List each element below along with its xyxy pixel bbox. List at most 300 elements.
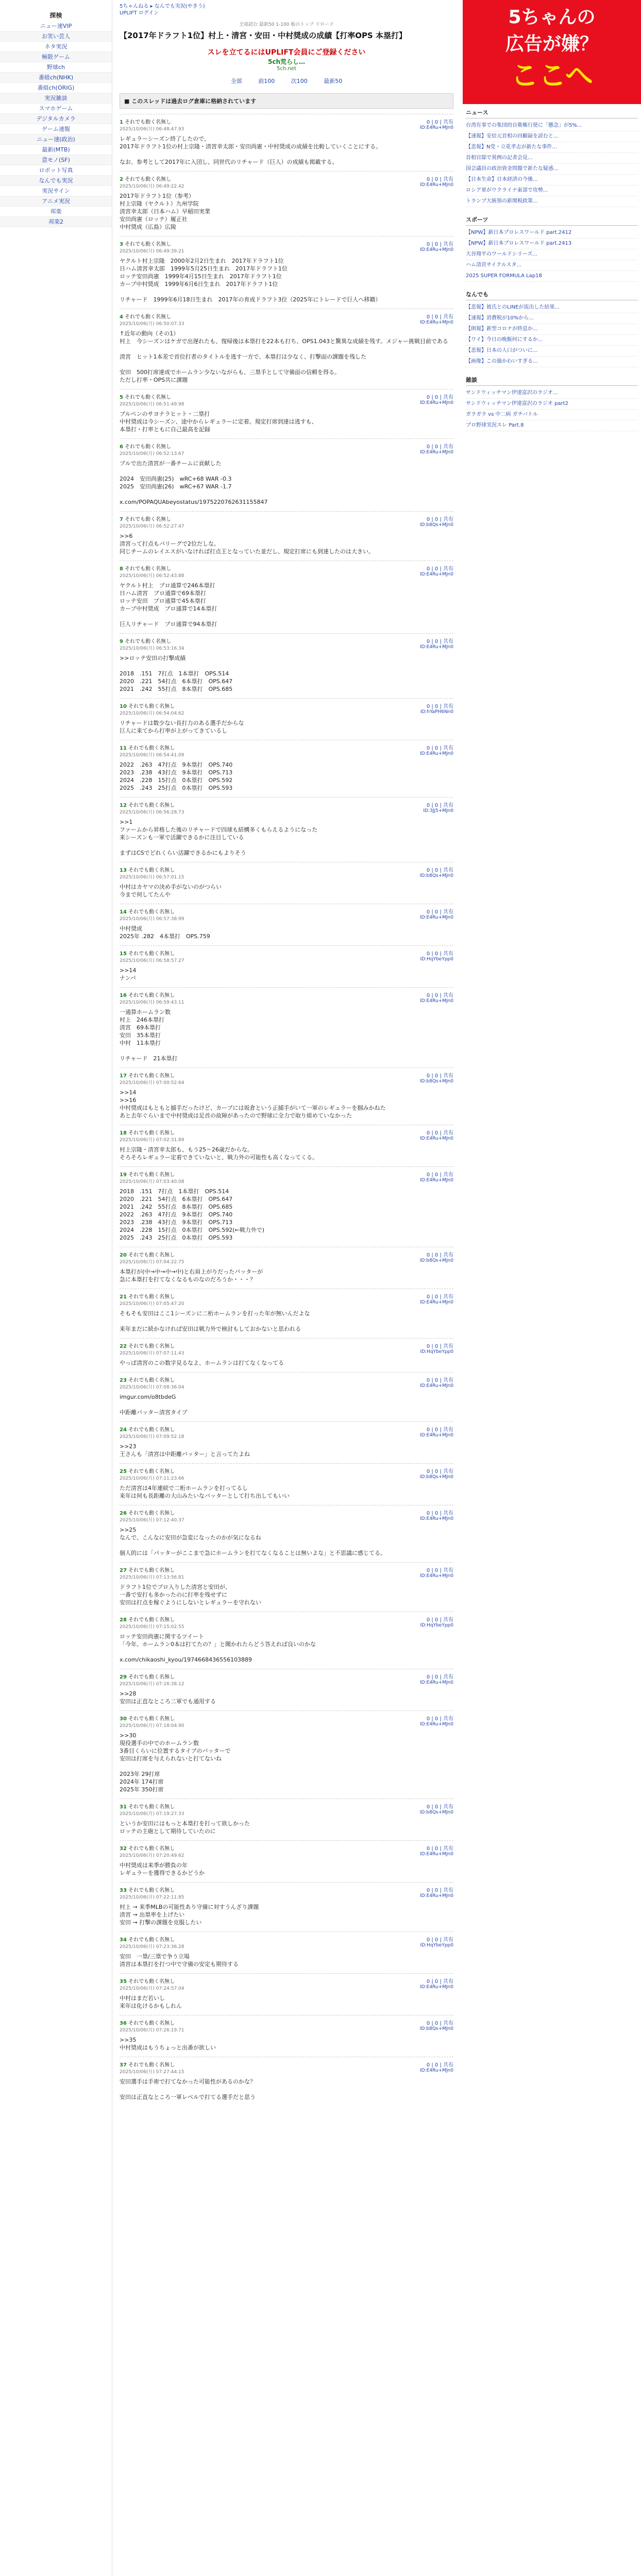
post-actions[interactable]: 0 | 0 | 共有: [426, 1427, 453, 1433]
post-author: それでも動く名無し: [125, 639, 172, 645]
right-section-link[interactable]: トランプ大統領の新関税政策...: [466, 196, 638, 207]
post-number[interactable]: 28: [120, 1617, 127, 1623]
post: [120, 2015, 453, 2057]
post-actions[interactable]: 0 | 0 | 共有: [426, 242, 453, 247]
post-number[interactable]: 6: [120, 444, 123, 450]
post-body: ブルで出た清宮が一番チームに貢献した 2024 安田尚憲(25) wRC+68 WAR -0.3 2025 安田尚憲(26) wRC+67 WAR -1.7 x.com/POPAQUAbeyostatus/1975220762631155847: [120, 460, 268, 505]
right-section-link[interactable]: 【朗報】新型コロナが終息か...: [466, 324, 638, 335]
post-author: それでも動く名無し: [128, 1252, 175, 1258]
post-author: それでも動く名無し: [125, 566, 172, 572]
post-number[interactable]: 17: [120, 1073, 127, 1079]
post-number[interactable]: 5: [120, 395, 123, 400]
thread-nav[interactable]: 全部読む 最新50 1-100 板のトップ リロード: [239, 22, 334, 27]
post-author: それでも動く名無し: [128, 1294, 175, 1300]
post-actions[interactable]: 0 | 0 | 共有: [426, 1716, 453, 1722]
post-number[interactable]: 32: [120, 1846, 127, 1852]
nav-item[interactable]: 実況雑談: [0, 93, 112, 104]
post-body: 2017年ドラフト1位（参考） 村上宗隆（ヤクルト）九州学院 清宮幸太郎（日本ハム）早稲田実業 安田尚憲（ロッテ）履正社 中村奨成（広島）広陵: [120, 193, 210, 230]
post-number[interactable]: 20: [120, 1252, 127, 1258]
post-number[interactable]: 27: [120, 1568, 127, 1573]
post-number[interactable]: 30: [120, 1716, 127, 1722]
post-id[interactable]: ID:b8Qs+MJn0: [419, 1258, 453, 1263]
post-actions[interactable]: 0 | 0 | 共有: [426, 1294, 453, 1300]
post-body: >>35 中村奨成はもうちょっと出番が欲しい: [120, 2037, 216, 2051]
post-author: それでも動く名無し: [128, 1344, 175, 1349]
post-id[interactable]: ID:b8Qs+MJn0: [419, 2026, 453, 2031]
post-actions[interactable]: 0 | 0 | 共有: [426, 314, 453, 320]
post: [120, 1669, 453, 1710]
post-author: それでも動く名無し: [128, 909, 175, 915]
post-actions[interactable]: 0 | 0 | 共有: [426, 1172, 453, 1178]
post-body: >>14 >>16 中村奨成はもともと捕手だったけど、カープには坂倉という正捕手がいて一軍のレギュラーを掴みかねた あと去年ぐらいまで中村奨成は足首の故障があったので野球に全力で取り組めていなかった: [120, 1089, 386, 1119]
post-author: それでも動く名無し: [128, 1979, 175, 1985]
post-body: 2018 .151 7打点 1本塁打 OPS.514 2020 .221 54打点 6本塁打 OPS.647 2021 .242 55打点 8本塁打 OPS.685 2022 .263 47打点 9本塁打 OPS.740 2023 .238 43打点 9本塁打 OPS.713 2024 .228 15打点 0本塁打 OPS.592(←戦力外で) 2025 .243 25打点 0本塁打 OPS.593: [120, 1188, 265, 1241]
nav-item[interactable]: 極限ゲーム: [0, 52, 112, 62]
post-body: レギュラーシーズン終了したので、 2017年ドラフト1位の村上宗隆・清宮幸太郎・安田尚憲・中村奨成の成績を比較していくことにする。 なお、参考として2017年に入団し、同世代のリチャード（巨人）の成績も掲載する。: [120, 135, 381, 165]
small-ad-line3: 5ch.net: [277, 66, 296, 72]
right-section-link[interactable]: 【NPW】新日本プロレスワールド part.2412: [466, 228, 638, 239]
post-author: それでも動く名無し: [128, 2021, 175, 2026]
post-actions[interactable]: 0 | 0 | 共有: [426, 1568, 453, 1573]
post-date: 2025/10/06(月) 07:24:57.04: [120, 1986, 184, 1991]
right-section-link[interactable]: 【悲報】彼氏とのLINEが流出した結果...: [466, 302, 638, 313]
post-date: 2025/10/06(月) 07:05:47.20: [120, 1301, 184, 1307]
post-date: 2025/10/06(月) 06:52:13.67: [120, 451, 184, 456]
post-date: 2025/10/06(月) 06:57:01.15: [120, 875, 184, 880]
post-body: >>30 現役選手の中でのホームラン数 3番目くらいに位置するタイプのバッターで 安田は打席を与えられないと打てないね 2023年 29打席 2024年 174打席 2025年 350打席: [120, 1732, 231, 1793]
post-id[interactable]: ID:E4Ru+MJn0: [420, 1433, 453, 1438]
post-number[interactable]: 9: [120, 639, 123, 645]
nav-item[interactable]: 意モノ(SF): [0, 155, 112, 165]
post-number[interactable]: 23: [120, 1378, 127, 1383]
post-body: 村上 → 来季MLBの可能性あり守備に対すうんざり課題 清宮 → 出塁率を上げたい 安田 → 打撃の課題を克服したい: [120, 1904, 259, 1926]
post-body: 中村奨成は来季が勝負の年 レギュラーを獲得できるかどうか: [120, 1862, 205, 1876]
post-id[interactable]: ID:E4Ru+MJn0: [420, 247, 453, 252]
right-section-link[interactable]: プロ野球実況スレ Part.8: [466, 420, 638, 431]
post-body: 一通算ホームラン数 村上 246本塁打 清宮 69本塁打 安田 35本塁打 中村 11本塁打 リチャード 21本塁打: [120, 1009, 178, 1062]
nav-list: [0, 21, 112, 227]
post: [120, 1799, 453, 1840]
nav-item[interactable]: 番組ch(NHK): [0, 73, 112, 83]
post-actions[interactable]: 0 | 0 | 共有: [426, 1252, 453, 1258]
post: [120, 2057, 453, 2106]
small-ad-line1: スレを立てるにはUPLIFT会員にご登録ください: [207, 48, 366, 57]
post-actions[interactable]: 0 | 0 | 共有: [426, 704, 453, 709]
nav-item[interactable]: 邦楽2: [0, 217, 112, 227]
post: [120, 1973, 453, 2015]
post-date: 2025/10/06(月) 07:13:56.81: [120, 1575, 184, 1580]
post-body: ブルペンのサヨナラヒット・二塁打 中村奨成は今シーズン、途中からレギュラーに定着。規定打席到達は逃すも、 本塁打・打率ともに自己最高を記録: [120, 411, 317, 433]
post-actions[interactable]: 0 | 0 | 共有: [426, 639, 453, 645]
pager-prev[interactable]: 前100: [258, 78, 275, 84]
post-author: それでも動く名無し: [128, 1511, 175, 1516]
post-body: そもそも安田はここ1シーズンに二桁ホームランを打った年が無いんだよな 来年まだに続かなければ安田は戦力外で検討もしておかないと思われる: [120, 1310, 310, 1332]
right-section-link[interactable]: 【ワイ】今日の晩飯何にするか...: [466, 335, 638, 346]
post-body: >>ロッテ安田の打撃成績 2018 .151 7打点 1本塁打 OPS.514 2020 .221 54打点 6本塁打 OPS.647 2021 .242 55打点 8本塁打 OPS.685: [120, 655, 233, 692]
nav-item[interactable]: ニュー速(政治): [0, 134, 112, 145]
post-date: 2025/10/06(月) 06:56:28.73: [120, 810, 184, 815]
big-ad-line3: ここへ: [511, 59, 593, 92]
post-actions[interactable]: 0 | 0 | 共有: [426, 1888, 453, 1893]
post-date: 2025/10/06(月) 07:19:27.33: [120, 1811, 184, 1817]
post-author: それでも動く名無し: [128, 1937, 175, 1943]
nav-item[interactable]: ゲーム速報: [0, 124, 112, 134]
post-date: 2025/10/06(月) 06:54:04.62: [120, 711, 184, 716]
post-number[interactable]: 18: [120, 1130, 127, 1136]
post-id[interactable]: ID:E4Ru+MJn0: [420, 1300, 453, 1305]
post-date: 2025/10/06(月) 07:12:40.37: [120, 1518, 184, 1523]
post-date: 2025/10/06(月) 07:16:38.12: [120, 1682, 184, 1687]
post-id[interactable]: ID:E4Ru+MJn0: [420, 645, 453, 650]
post-date: 2025/10/06(月) 07:15:02.55: [120, 1624, 184, 1630]
post-date: 2025/10/06(月) 07:02:31.89: [120, 1138, 184, 1143]
post-body: >>28 安田は正直なところ二軍でも通用する: [120, 1690, 216, 1705]
post-id[interactable]: ID:E4Ru+MJn0: [420, 2068, 453, 2073]
post-number[interactable]: 21: [120, 1294, 127, 1300]
post-body: imgur.com/o8tbdeG 中距離バッター清宮タイプ: [120, 1394, 188, 1416]
post-number[interactable]: 35: [120, 1979, 127, 1985]
right-section-title: なんでも: [466, 290, 638, 300]
right-section-link[interactable]: ガラガラ vs 中二病 ガチバトル: [466, 410, 638, 420]
big-ad[interactable]: [463, 0, 641, 104]
post: [120, 1166, 453, 1247]
post-author: それでも動く名無し: [128, 1804, 175, 1810]
right-section-link[interactable]: サンドウィッチマン伊達富沢のラジオ...: [466, 388, 638, 399]
right-section-link[interactable]: 台湾有事での集団的自衛権行使に「懸念」が5%...: [466, 121, 638, 131]
post-number[interactable]: 34: [120, 1937, 127, 1943]
pager-next[interactable]: 次100: [291, 78, 308, 84]
post-id[interactable]: ID:E4Ru+MJn0: [420, 320, 453, 325]
post-id[interactable]: ID:b8Qs+MJn0: [419, 1475, 453, 1480]
post-author: それでも動く名無し: [128, 2062, 175, 2068]
post-author: それでも動く名無し: [128, 745, 175, 751]
nav-item[interactable]: アニメ実況: [0, 196, 112, 207]
nav-item[interactable]: ニュー速VIP: [0, 21, 112, 31]
post-id[interactable]: ID:3Jj5+MJn0: [423, 808, 453, 814]
nav-item[interactable]: 邦楽: [0, 207, 112, 217]
thread-title: 【2017年ドラフト1位】村上・清宮・安田・中村奨成の成績【打率OPS 本塁打】: [120, 31, 407, 40]
post-date: 2025/10/06(月) 06:54:41.09: [120, 753, 184, 758]
archive-notice: ■ このスレッドは過去ログ倉庫に格納されています: [120, 93, 453, 109]
post: [120, 1505, 453, 1562]
post-body: やっぱ清宮のこの数字見るなよ、ホームランは打てなくなってる: [120, 1360, 284, 1366]
post-number[interactable]: 7: [120, 517, 123, 522]
post-id[interactable]: ID:E4Ru+MJn0: [420, 125, 453, 130]
post-author: それでも動く名無し: [128, 951, 175, 957]
post: [120, 1840, 453, 1882]
post-actions[interactable]: 0 | 0 | 共有: [426, 1674, 453, 1680]
post-id[interactable]: ID:HqYbeYpp0: [420, 957, 453, 962]
post-actions[interactable]: 0 | 0 | 共有: [426, 951, 453, 957]
post-author: それでも動く名無し: [125, 177, 172, 182]
right-section-link[interactable]: 国会議員の政治資金問題で新たな疑惑...: [466, 164, 638, 175]
post: [120, 1372, 453, 1421]
post-date: 2025/10/06(月) 06:50:07.33: [120, 321, 184, 327]
post-author: それでも動く名無し: [128, 1888, 175, 1893]
post-number[interactable]: 24: [120, 1427, 127, 1433]
right-sidebar: [463, 0, 641, 2576]
post-number[interactable]: 11: [120, 745, 127, 751]
post-body: ただ清宮は4年連続で二桁ホームランを打ってるし 来年は何も長距離の大山みたいなバッターとして打ち出してもいい: [120, 1485, 290, 1499]
post-number[interactable]: 29: [120, 1674, 127, 1680]
nav-item[interactable]: お笑い芸人: [0, 31, 112, 42]
post-date: 2025/10/06(月) 07:11:23.66: [120, 1476, 184, 1481]
post: [120, 511, 453, 561]
post-id[interactable]: ID:E4Ru+MJn0: [420, 1722, 453, 1727]
post-number[interactable]: 14: [120, 909, 127, 915]
post-date: 2025/10/06(月) 06:48:47.93: [120, 127, 184, 132]
post-id[interactable]: ID:E4Ru+MJn0: [420, 1680, 453, 1685]
post-actions[interactable]: 0 | 0 | 共有: [426, 120, 453, 125]
post: [120, 987, 453, 1067]
nav-item[interactable]: 最新(MTB): [0, 145, 112, 155]
post: [120, 1289, 453, 1338]
right-section-link[interactable]: ハム清宮サイクルスタ...: [466, 260, 638, 271]
post-actions[interactable]: 0 | 0 | 共有: [426, 909, 453, 915]
right-section-link[interactable]: 【速報】消費税が10%から...: [466, 313, 638, 324]
nav-item[interactable]: 野球ch: [0, 62, 112, 73]
post-body: 中村奨成 2025年 .282 4本塁打 OPS.759: [120, 925, 210, 940]
post-number[interactable]: 26: [120, 1511, 127, 1516]
post-actions[interactable]: 0 | 0 | 共有: [426, 517, 453, 522]
post-actions[interactable]: 0 | 0 | 共有: [426, 177, 453, 182]
post-actions[interactable]: 0 | 0 | 共有: [426, 1617, 453, 1623]
post-author: それでも動く名無し: [128, 1073, 175, 1079]
post-number[interactable]: 22: [120, 1344, 127, 1349]
nav-item[interactable]: 実況サイン: [0, 186, 112, 196]
post-actions[interactable]: 0 | 0 | 共有: [426, 1073, 453, 1079]
post: [120, 114, 453, 171]
post-author: それでも動く名無し: [125, 517, 172, 522]
post: [120, 1612, 453, 1669]
post-number[interactable]: 1: [120, 120, 123, 125]
post-number[interactable]: 3: [120, 242, 123, 247]
small-ad-line2: 5ch荒らし…: [267, 58, 305, 65]
post-actions[interactable]: 0 | 0 | 共有: [426, 1469, 453, 1475]
post-author: それでも動く名無し: [128, 1427, 175, 1433]
post-id[interactable]: ID:E4Ru+MJn0: [420, 998, 453, 1004]
post-id[interactable]: ID:E4Ru+MJn0: [420, 915, 453, 920]
post-number[interactable]: 25: [120, 1469, 127, 1475]
post-id[interactable]: ID:E4Ru+MJn0: [420, 1383, 453, 1388]
post-actions[interactable]: 0 | 0 | 共有: [426, 1344, 453, 1349]
nav-item[interactable]: スマホゲーム: [0, 104, 112, 114]
post-number[interactable]: 4: [120, 314, 123, 320]
post-body: >>1 ファームから昇格した後のリチャードで四球も結構多くもらえるようになった 来シーズンも一軍で活躍できるかに注目している まずはCSでどれくらい活躍できるかにもよりそう: [120, 819, 318, 856]
right-section: [463, 371, 641, 435]
post-date: 2025/10/06(月) 07:27:44.15: [120, 2070, 184, 2075]
right-section-link[interactable]: サンドウィッチマン伊達富沢のラジオ part2: [466, 399, 638, 410]
post-date: 2025/10/06(月) 06:52:43.88: [120, 573, 184, 579]
post: [120, 1463, 453, 1505]
post-actions[interactable]: 0 | 0 | 共有: [426, 395, 453, 400]
post-number[interactable]: 36: [120, 2021, 127, 2026]
post-date: 2025/10/06(月) 07:00:52.64: [120, 1080, 184, 1086]
right-section-link[interactable]: 【NPW】新日本プロレスワールド part.2413: [466, 239, 638, 249]
post-author: それでも動く名無し: [125, 314, 172, 320]
post-date: 2025/10/06(月) 07:04:22.75: [120, 1260, 184, 1265]
right-section: [463, 286, 641, 371]
post: [120, 904, 453, 945]
post-actions[interactable]: 0 | 0 | 共有: [426, 1511, 453, 1516]
login-link[interactable]: UPLIFT ログイン: [120, 10, 159, 16]
post-date: 2025/10/06(月) 06:51:49.98: [120, 402, 184, 407]
post: [120, 1931, 453, 1973]
post-id[interactable]: ID:E4Ru+MJn0: [420, 572, 453, 577]
right-section-link[interactable]: 【悲報】N党・立花孝志が新たな事件...: [466, 142, 638, 153]
post-author: それでも動く名無し: [125, 444, 172, 450]
post-id[interactable]: ID:E4Ru+MJn0: [420, 1136, 453, 1141]
post: [120, 171, 453, 236]
post-date: 2025/10/06(月) 07:18:04.90: [120, 1723, 184, 1728]
post-actions[interactable]: 0 | 0 | 共有: [426, 1979, 453, 1985]
post-id[interactable]: ID:b8Qs+MJn0: [419, 522, 453, 528]
right-sections: [463, 104, 641, 435]
post-actions[interactable]: 0 | 0 | 共有: [426, 1846, 453, 1852]
right-section-title: 雑談: [466, 376, 638, 386]
post-id[interactable]: ID:HqYbeYpp0: [420, 1623, 453, 1628]
post-number[interactable]: 12: [120, 803, 127, 808]
post-number[interactable]: 31: [120, 1804, 127, 1810]
post-body: 村上宗隆・清宮幸太郎も、もう25〜26歳だからな。 そろそろレギュラー定着できていないと、戦力外の可能性も高くなってくる。: [120, 1146, 318, 1161]
post-actions[interactable]: 0 | 0 | 共有: [426, 1130, 453, 1136]
right-section-link[interactable]: 大谷翔平のワールドシリーズ...: [466, 249, 638, 260]
right-section-link[interactable]: 【速報】安倍元首相の回顧録を読むと...: [466, 131, 638, 142]
post-actions[interactable]: 0 | 0 | 共有: [426, 2021, 453, 2026]
post-list: [120, 114, 453, 2106]
post-actions[interactable]: 0 | 0 | 共有: [426, 2062, 453, 2068]
post-body: 中村はまだ若いし 来年は化けるかもしれん: [120, 1995, 182, 2009]
post-date: 2025/10/06(月) 06:52:27.47: [120, 524, 184, 529]
main-content: [113, 0, 460, 2576]
post-author: それでも動く名無し: [125, 120, 172, 125]
post-id[interactable]: ID:E4Ru+MJn0: [420, 751, 453, 756]
nav-item[interactable]: デジタルカメラ: [0, 114, 112, 124]
post-id[interactable]: ID:hYaPH6Nn0: [420, 709, 453, 715]
breadcrumb[interactable]: 5ちゃんねる ▸ なんでも実況(やきう): [120, 4, 205, 9]
post-number[interactable]: 10: [120, 704, 127, 709]
nav-item[interactable]: ロボット写真: [0, 165, 112, 176]
post-actions[interactable]: 0 | 0 | 共有: [426, 1378, 453, 1383]
right-section-link[interactable]: 【日本生命】日本経済の今後...: [466, 175, 638, 185]
right-section: [463, 211, 641, 286]
post-id[interactable]: ID:E4Ru+MJn0: [420, 1852, 453, 1857]
right-section-link[interactable]: ロシア軍がウクライナ東部で攻勢...: [466, 185, 638, 196]
nav-item[interactable]: なんでも実況: [0, 176, 112, 186]
post: [120, 438, 453, 511]
post-author: それでも動く名無し: [125, 395, 172, 400]
post-number[interactable]: 33: [120, 1888, 127, 1893]
post-id[interactable]: ID:E4Ru+MJn0: [420, 182, 453, 188]
post-number[interactable]: 37: [120, 2062, 127, 2068]
post-body: 中村はカヤマの決め手がないのがつらい 今まで何してたんや: [120, 884, 222, 898]
post-date: 2025/10/06(月) 06:49:39.21: [120, 249, 184, 254]
post: [120, 1710, 453, 1799]
nav-item[interactable]: ネタ実況: [0, 42, 112, 52]
post-id[interactable]: ID:E4Ru+MJn0: [420, 400, 453, 405]
post-id[interactable]: ID:HqYbeYpp0: [420, 1943, 453, 1948]
pager: [120, 77, 453, 85]
post-actions[interactable]: 0 | 0 | 共有: [426, 993, 453, 998]
post-actions[interactable]: 0 | 0 | 共有: [426, 444, 453, 450]
post-body: 安田選手は手術で打てなかった可能性があるのかな？ 安田は正直なところ一軍レベルで打てる選手だと思う: [120, 2078, 256, 2100]
post-id[interactable]: ID:b8Qs+MJn0: [419, 1810, 453, 1815]
post-actions[interactable]: 0 | 0 | 共有: [426, 1804, 453, 1810]
post-id[interactable]: ID:E4Ru+MJn0: [420, 1573, 453, 1579]
post-author: それでも動く名無し: [128, 1172, 175, 1178]
post-number[interactable]: 8: [120, 566, 123, 572]
post: [120, 1338, 453, 1372]
post-actions[interactable]: 0 | 0 | 共有: [426, 803, 453, 808]
post-author: それでも動く名無し: [128, 803, 175, 808]
post-number[interactable]: 19: [120, 1172, 127, 1178]
right-section-link[interactable]: 【悲報】日本の人口がついに...: [466, 346, 638, 357]
post-id[interactable]: ID:E4Ru+MJn0: [420, 1516, 453, 1521]
nav-item[interactable]: 番組ch(ORIG): [0, 83, 112, 93]
post-id[interactable]: ID:E4Ru+MJn0: [420, 1893, 453, 1899]
post-actions[interactable]: 0 | 0 | 共有: [426, 868, 453, 873]
post-number[interactable]: 15: [120, 951, 127, 957]
post-actions[interactable]: 0 | 0 | 共有: [426, 566, 453, 572]
post-date: 2025/10/06(月) 07:22:11.85: [120, 1895, 184, 1900]
post-actions[interactable]: 0 | 0 | 共有: [426, 745, 453, 751]
post: [120, 862, 453, 904]
post-actions[interactable]: 0 | 0 | 共有: [426, 1937, 453, 1943]
post: [120, 945, 453, 987]
left-sidebar: [0, 0, 112, 2576]
post-id[interactable]: ID:E4Ru+MJn0: [420, 1985, 453, 1990]
post-body: ドラフト1位でプロ入りした清宮と安田が、 一番で安打も多かったのに打率を残せずに 安田は打点を稼ぐようにしないとレギュラーを守れない: [120, 1584, 261, 1606]
right-section-link[interactable]: 2025 SUPER FORMULA Lap18: [466, 271, 638, 282]
pager-latest[interactable]: 最新50: [324, 78, 343, 84]
pager-all[interactable]: 全部: [230, 78, 242, 84]
post-number[interactable]: 2: [120, 177, 123, 182]
post-date: 2025/10/06(月) 06:49:22.42: [120, 184, 184, 189]
post-body: >>23 王さんも「清宮は中距離バッター」と言ってたよね: [120, 1443, 250, 1458]
small-ad[interactable]: [204, 47, 369, 72]
post-author: それでも動く名無し: [125, 242, 172, 247]
right-section-link[interactable]: 首相官邸で異例の記者会見...: [466, 153, 638, 164]
post-id[interactable]: ID:b8Qs+MJn0: [419, 873, 453, 878]
post-id[interactable]: ID:E4Ru+MJn0: [420, 450, 453, 455]
post: [120, 633, 453, 698]
post: [120, 1067, 453, 1125]
post-date: 2025/10/06(月) 06:59:43.11: [120, 1000, 184, 1005]
post-date: 2025/10/06(月) 06:53:16.34: [120, 646, 184, 651]
post-author: それでも動く名無し: [128, 1568, 175, 1573]
post: [120, 1125, 453, 1166]
post: [120, 1247, 453, 1289]
post-id[interactable]: ID:E4Ru+MJn0: [420, 1178, 453, 1183]
post-date: 2025/10/06(月) 07:08:36.04: [120, 1385, 184, 1390]
post-number[interactable]: 13: [120, 868, 127, 873]
post-id[interactable]: ID:HqYbeYpp0: [420, 1349, 453, 1354]
post-date: 2025/10/06(月) 07:20:49.62: [120, 1853, 184, 1858]
post-author: それでも動く名無し: [128, 1674, 175, 1680]
post-date: 2025/10/06(月) 07:23:36.28: [120, 1944, 184, 1950]
post-date: 2025/10/06(月) 07:09:52.18: [120, 1434, 184, 1439]
right-section: [463, 104, 641, 211]
post-id[interactable]: ID:b8Qs+MJn0: [419, 1079, 453, 1084]
right-section-link[interactable]: 【画像】この猫かわいすぎる...: [466, 357, 638, 367]
post: [120, 1421, 453, 1463]
nav-title: 探検: [49, 12, 62, 19]
post-date: 2025/10/06(月) 06:57:38.99: [120, 917, 184, 922]
post-number[interactable]: 16: [120, 993, 127, 998]
post-date: 2025/10/06(月) 07:26:19.71: [120, 2028, 184, 2033]
post-body: ロッテ安田尚憲に関するツイート 「今年、ホームラン0本は打てたの？」と聞かれたらどう答えれば良いのかな x.com/chikaoshi_kyou/1974668436556103889: [120, 1633, 316, 1663]
post-body: >>14 ナンバ: [120, 967, 137, 981]
